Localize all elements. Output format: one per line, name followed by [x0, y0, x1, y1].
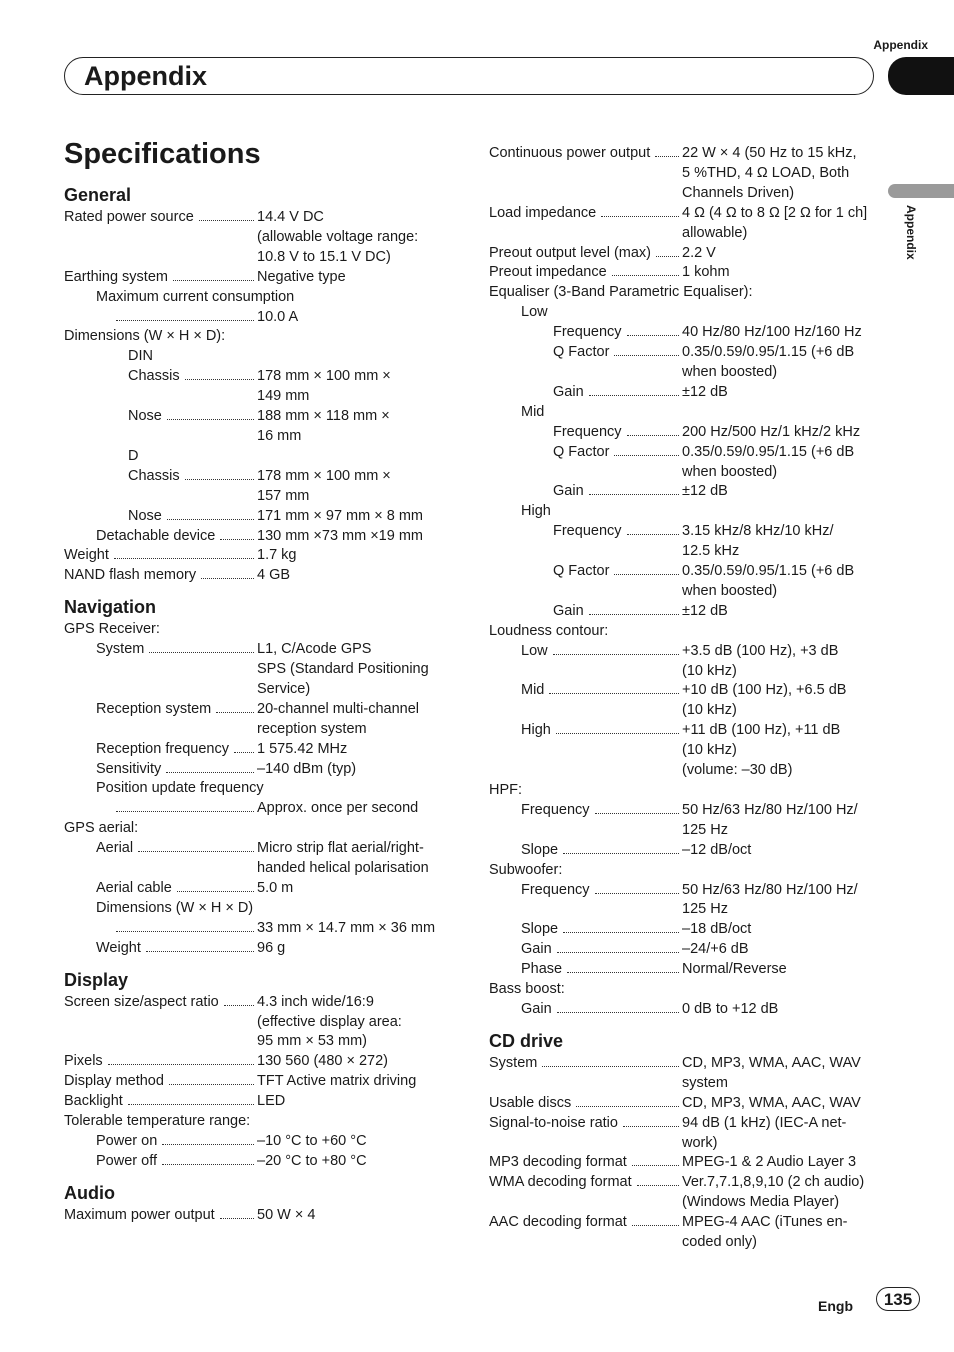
- audio-heading: Audio: [64, 1182, 115, 1203]
- spec-row: Aerial cable 5.0 m: [96, 880, 294, 896]
- side-tab-marker: [888, 184, 954, 198]
- spec-row: Aerial Micro strip flat aerial/right- handed helical polarisation: [96, 840, 429, 877]
- spec-label: Tolerable temperature range:: [64, 1113, 251, 1130]
- spec-row: Display method TFT Active matrix driving: [64, 1073, 417, 1090]
- spec-row: Reception frequency 1 575.42 MHz: [96, 740, 348, 757]
- general-heading: General: [64, 185, 132, 205]
- spec-row: Earthing system Negative type: [64, 268, 346, 285]
- spec-label: High: [521, 503, 551, 520]
- spec-row: Q Factor 0.35/0.59/0.95/1.15 (+6 dB when boosted): [553, 344, 855, 380]
- spec-row: Gain ±12 dB: [553, 383, 728, 400]
- section-tab-marker: [888, 57, 954, 95]
- spec-label: HPF:: [489, 782, 523, 798]
- spec-row: Frequency 3.15 kHz/8 kHz/10 kHz/ 12.5 kHz: [553, 523, 834, 560]
- spec-row: Gain –24/+6 dB: [521, 941, 749, 958]
- spec-row: MP3 decoding format MPEG-1 & 2 Audio Layer 3: [489, 1154, 857, 1171]
- running-header: Appendix: [873, 38, 928, 52]
- spec-row: Gain 0 dB to +12 dB: [521, 1000, 779, 1017]
- spec-row: Preout output level (max) 2.2 V: [489, 244, 716, 261]
- spec-row: Mid +10 dB (100 Hz), +6.5 dB (10 kHz): [521, 682, 847, 719]
- spec-label: Maximum current consumption: [96, 288, 295, 305]
- page-title: Specifications: [64, 138, 261, 170]
- spec-label: Mid: [521, 403, 545, 420]
- spec-label: GPS aerial:: [64, 820, 139, 837]
- spec-label: Subwoofer:: [489, 861, 563, 878]
- spec-row: Backlight LED: [64, 1093, 286, 1110]
- spec-row: Phase Normal/Reverse: [521, 961, 787, 978]
- spec-row: Maximum power output 50 W × 4: [64, 1206, 316, 1223]
- spec-label: D: [128, 447, 139, 464]
- spec-row: Power off –20 °C to +80 °C: [96, 1152, 367, 1169]
- spec-row: Slope –12 dB/oct: [521, 841, 752, 858]
- spec-row: Frequency 50 Hz/63 Hz/80 Hz/100 Hz/ 125 Hz: [521, 881, 858, 918]
- spec-row: Frequency 40 Hz/80 Hz/100 Hz/160 Hz: [553, 324, 862, 341]
- spec-row: Gain ±12 dB: [553, 483, 728, 500]
- spec-row: Chassis 178 mm × 100 mm × 157 mm: [128, 467, 391, 504]
- spec-row: WMA decoding format Ver.7,7.1,8,9,10 (2 ch audio) (Windows Media Player): [489, 1174, 865, 1211]
- spec-row: Low +3.5 dB (100 Hz), +3 dB (10 kHz): [521, 642, 839, 679]
- spec-row: Signal-to-noise ratio 94 dB (1 kHz) (IEC-A net- work): [489, 1114, 847, 1151]
- spec-row: Frequency 200 Hz/500 Hz/1 kHz/2 kHz: [553, 423, 861, 440]
- spec-row: 10.0 A: [64, 308, 464, 328]
- spec-row: Screen size/aspect ratio 4.3 inch wide/16:9 (effective display area: 95 mm × 53 mm): [64, 993, 402, 1050]
- spec-row: Reception system 20-channel multi-channel reception system: [96, 700, 420, 737]
- spec-label: Equaliser (3-Band Parametric Equaliser):: [489, 284, 753, 301]
- spec-label: Loudness contour:: [489, 622, 609, 639]
- spec-row: Approx. once per second: [64, 799, 464, 819]
- spec-row: Slope –18 dB/oct: [521, 921, 752, 938]
- spec-row: 33 mm × 14.7 mm × 36 mm: [64, 919, 464, 939]
- spec-row: Continuous power output 22 W × 4 (50 Hz to 15 kHz, 5 %THD, 4 Ω LOAD, Both Channels Driven): [489, 145, 857, 201]
- spec-row: NAND flash memory 4 GB: [64, 567, 291, 584]
- page-number: 135: [876, 1287, 920, 1311]
- spec-column-left: [64, 184, 464, 1226]
- spec-label: Dimensions (W × H × D):: [64, 328, 226, 345]
- spec-row: Q Factor 0.35/0.59/0.95/1.15 (+6 dB when boosted): [553, 563, 855, 599]
- spec-row: Q Factor 0.35/0.59/0.95/1.15 (+6 dB when boosted): [553, 443, 855, 480]
- navigation-heading: Navigation: [64, 597, 157, 618]
- spec-row: Detachable device 130 mm ×73 mm ×19 mm: [96, 527, 423, 544]
- spec-row: Pixels 130 560 (480 × 272): [64, 1053, 389, 1070]
- spec-row: System CD, MP3, WMA, AAC, WAV system: [489, 1054, 861, 1091]
- spec-row: Nose 188 mm × 118 mm × 16 mm: [128, 408, 390, 444]
- spec-row: Rated power source 14.4 V DC (allowable voltage range: 10.8 V to 15.1 V DC): [64, 209, 419, 265]
- side-tab-label: Appendix: [904, 205, 918, 260]
- spec-label: Position update frequency: [96, 780, 264, 797]
- spec-label: Low: [521, 304, 548, 321]
- spec-column-right: [489, 144, 889, 1253]
- spec-label: Bass boost:: [489, 981, 565, 998]
- spec-row: Weight 1.7 kg: [64, 547, 297, 564]
- spec-row: System L1, C/Acode GPS SPS (Standard Positioning Service): [96, 641, 429, 697]
- display-heading: Display: [64, 969, 129, 990]
- spec-label: GPS Receiver:: [64, 621, 160, 638]
- spec-row: AAC decoding format MPEG-4 AAC (iTunes en- coded only): [489, 1214, 848, 1251]
- spec-label: DIN: [128, 348, 153, 365]
- spec-row: Weight 96 g: [96, 939, 286, 956]
- spec-row: Power on –10 °C to +60 °C: [96, 1132, 367, 1149]
- spec-label: Dimensions (W × H × D): [96, 899, 254, 916]
- spec-row: Preout impedance 1 kohm: [489, 264, 730, 281]
- spec-row: Frequency 50 Hz/63 Hz/80 Hz/100 Hz/ 125 Hz: [521, 801, 858, 838]
- spec-row: Nose 171 mm × 97 mm × 8 mm: [128, 507, 423, 524]
- cd-drive-heading: CD drive: [489, 1030, 564, 1051]
- spec-row: Sensitivity –140 dBm (typ): [96, 760, 357, 777]
- spec-row: Load impedance 4 Ω (4 Ω to 8 Ω [2 Ω for 1 ch] allowable): [489, 204, 868, 241]
- footer-language: Engb: [818, 1298, 853, 1314]
- spec-row: Gain ±12 dB: [553, 602, 728, 619]
- spec-row: Usable discs CD, MP3, WMA, AAC, WAV: [489, 1094, 861, 1111]
- section-title: Appendix: [84, 61, 208, 91]
- spec-row: High +11 dB (100 Hz), +11 dB (10 kHz) (volume: –30 dB): [521, 722, 841, 779]
- spec-row: Chassis 178 mm × 100 mm × 149 mm: [128, 368, 391, 405]
